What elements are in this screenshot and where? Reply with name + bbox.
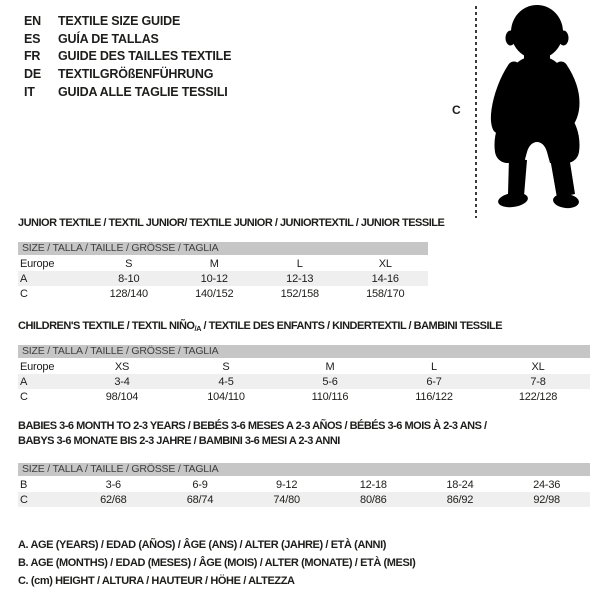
- value-cell: 24-36: [533, 478, 561, 491]
- footnote-block: [18, 536, 415, 590]
- value-cell: 110/116: [311, 390, 349, 403]
- value-cell: 14-16: [343, 271, 429, 286]
- value-cell: 80/86: [330, 492, 417, 507]
- size-table: [18, 256, 428, 301]
- value-cell: XS: [114, 360, 130, 373]
- language-code: IT: [24, 84, 35, 99]
- value-cell: 10-12: [172, 271, 258, 286]
- language-row: [24, 13, 231, 31]
- footnote-b: B. AGE (MONTHS) / EDAD (MESES) / ÂGE (MOIS) / ALTER (MONATE) / ETÀ (MESI): [18, 557, 416, 569]
- table-title-line: BABIES 3-6 MONTH TO 2-3 YEARS / BEBÉS 3-6 MESES A 2-3 AÑOS / BÉBÉS 3-6 MOIS À 2-3 ANS /: [18, 420, 487, 432]
- language-row: [24, 48, 231, 66]
- value-cell: S: [222, 360, 230, 373]
- value-cell: 12-18: [359, 478, 387, 491]
- language-code: FR: [24, 49, 41, 64]
- value-cell: 3-6: [105, 478, 121, 491]
- language-code: DE: [24, 67, 41, 82]
- size-header-bar: SIZE / TALLA / TAILLE / GRÖSSE / TAGLIA: [18, 242, 428, 255]
- value-cell: 4-5: [174, 374, 278, 389]
- table-title: [18, 319, 590, 333]
- value-cell: 128/140: [109, 287, 148, 300]
- table-title-line: JUNIOR TEXTILE / TEXTIL JUNIOR/ TEXTILE JUNIOR / JUNIORTEXTIL / JUNIOR TESSILE: [18, 217, 445, 229]
- value-cell: M: [209, 257, 219, 270]
- row-label-cell: Europe: [20, 360, 55, 373]
- value-cell: 122/128: [518, 390, 558, 403]
- value-cell: XL: [378, 257, 392, 270]
- footnote-a: A. AGE (YEARS) / EDAD (AÑOS) / ÂGE (ANS) / ALTER (JAHRE) / ETÀ (ANNI): [18, 539, 386, 551]
- row-label-cell: C: [18, 492, 70, 507]
- table-title: [18, 419, 590, 449]
- junior-textile-table: [18, 216, 445, 301]
- language-row: [24, 66, 231, 84]
- value-cell: 8-10: [86, 271, 172, 286]
- language-title: GUIDA ALLE TAGLIE TESSILI: [58, 84, 228, 99]
- value-cell: 140/152: [195, 287, 234, 300]
- language-title-block: [24, 13, 231, 102]
- row-label-cell: Europe: [20, 257, 55, 270]
- size-header-bar: SIZE / TALLA / TAILLE / GRÖSSE / TAGLIA: [18, 345, 590, 358]
- table-row: [18, 271, 428, 286]
- value-cell: 62/68: [70, 492, 157, 507]
- table-title-line: BABYS 3-6 MONATE BIS 2-3 JAHRE / BAMBINI 3-6 MESI A 2-3 ANNI: [18, 435, 340, 447]
- language-row: [24, 84, 231, 102]
- language-code: ES: [24, 31, 41, 46]
- language-title: TEXTILGRÖßENFÜHRUNG: [58, 67, 214, 82]
- value-cell: 74/80: [243, 492, 330, 507]
- value-cell: XL: [531, 360, 545, 373]
- language-title: GUÍA DE TALLAS: [58, 31, 159, 46]
- row-label-cell: B: [20, 478, 28, 491]
- table-row: [18, 374, 590, 389]
- value-cell: S: [125, 257, 133, 270]
- value-cell: 12-13: [257, 271, 343, 286]
- footnote-c: C. (cm) HEIGHT / ALTURA / HAUTEUR / HÖHE / ALTEZZA: [18, 575, 295, 587]
- size-table: [18, 477, 590, 507]
- height-measure-dashed-line: [475, 6, 477, 218]
- children-textile-table: [18, 319, 590, 404]
- value-cell: L: [296, 257, 303, 270]
- value-cell: 104/110: [207, 390, 245, 403]
- value-cell: 7-8: [486, 374, 590, 389]
- value-cell: 116/122: [415, 390, 453, 403]
- value-cell: 5-6: [278, 374, 382, 389]
- value-cell: 92/98: [503, 492, 590, 507]
- row-label-cell: C: [20, 390, 28, 403]
- table-row: [18, 256, 428, 271]
- table-row: [18, 389, 590, 404]
- babies-textile-table: [18, 419, 590, 507]
- value-cell: 98/104: [105, 390, 139, 403]
- row-label-cell: C: [20, 287, 28, 300]
- value-cell: 86/92: [417, 492, 504, 507]
- value-cell: L: [431, 360, 437, 373]
- table-row: [18, 492, 590, 507]
- value-cell: 158/170: [366, 287, 405, 300]
- table-title: [18, 216, 445, 230]
- table-row: [18, 286, 428, 301]
- size-header-bar: SIZE / TALLA / TAILLE / GRÖSSE / TAGLIA: [18, 463, 590, 476]
- value-cell: 68/74: [157, 492, 244, 507]
- value-cell: 18-24: [446, 478, 474, 491]
- language-title: TEXTILE SIZE GUIDE: [58, 14, 181, 28]
- table-title-line: CHILDREN'S TEXTILE / TEXTIL $NIÑO_{/A}$ / TEXTILE DES ENFANTS / KINDERTEXTIL / BAMBINI TESSILE: [18, 320, 503, 333]
- value-cell: 3-4: [70, 374, 174, 389]
- language-title: GUIDE DES TAILLES TEXTILE: [58, 49, 232, 64]
- language-code: EN: [24, 14, 41, 28]
- table-row: [18, 359, 590, 374]
- value-cell: 152/158: [280, 287, 319, 300]
- value-cell: 9-12: [276, 478, 298, 491]
- language-row: [24, 31, 231, 49]
- size-table: [18, 359, 590, 404]
- row-label-cell: A: [18, 271, 86, 286]
- value-cell: 6-9: [192, 478, 208, 491]
- table-row: [18, 477, 590, 492]
- value-cell: M: [325, 360, 335, 373]
- height-measure-label: C: [452, 103, 461, 117]
- value-cell: 6-7: [382, 374, 486, 389]
- toddler-silhouette-icon: [482, 4, 594, 214]
- row-label-cell: A: [18, 374, 70, 389]
